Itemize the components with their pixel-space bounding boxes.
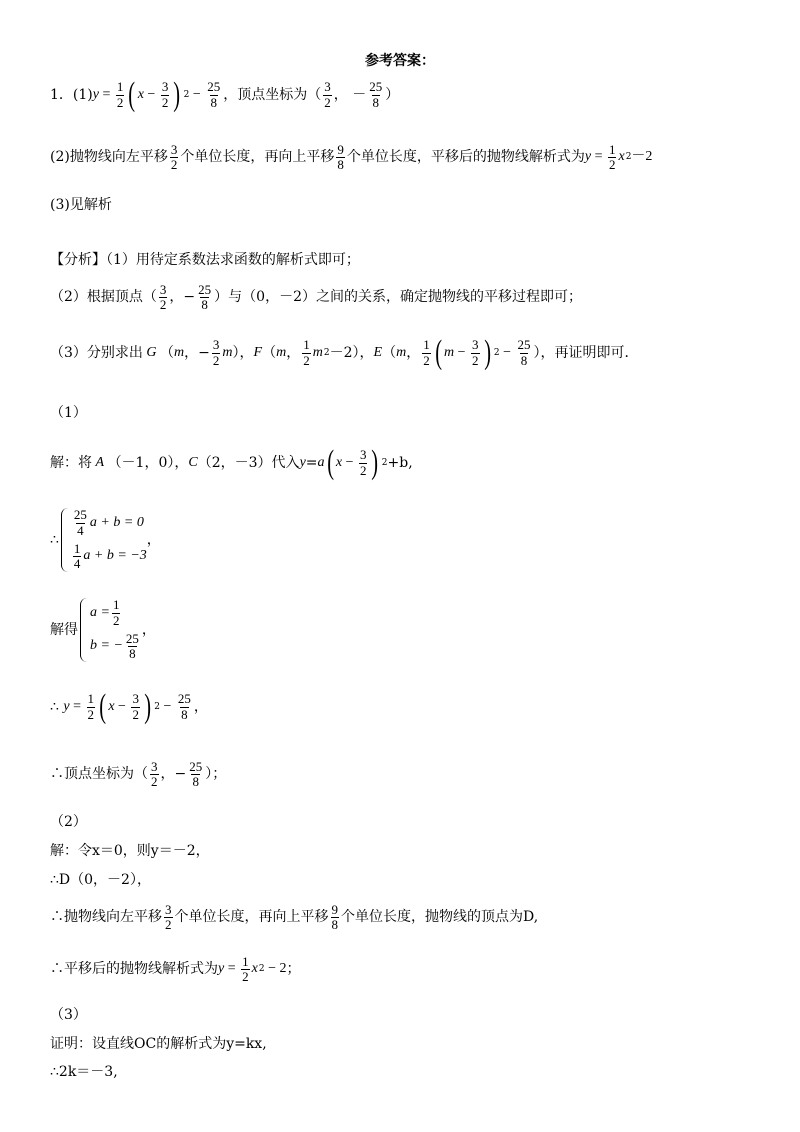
solution-1-expression: ∴ y = $\frac{1}{2}$ ( x − $\frac{3}{2}$ ) 2 − $\frac{25}{8}$ ，: [50, 688, 208, 725]
solution-3-line-1: 证明：设直线OC的解析式为y=kx,: [50, 1036, 267, 1052]
solution-1-vertex: ∴顶点坐标为（ $\frac{3}{2}$ ，− $\frac{25}{8}$ ）；: [50, 759, 227, 790]
solution-1-line-1: 解：将 A （－1，0）， C （2，－3）代入 y = a ( x − $\frac{3}{2}$ ) 2 +b,: [50, 444, 413, 481]
solution-2-line-3: ∴抛物线向左平移 $\frac{3}{2}$ 个单位长度，再向上平移 $\frac{9}{8}$ 个单位长度，抛物线的顶点为D,: [50, 902, 539, 933]
solution-1-heading: （1）: [50, 405, 87, 421]
solution-2-heading: （2）: [50, 814, 87, 830]
solution-3-heading: （3）: [50, 1007, 87, 1023]
q2-answer-line: (2)抛物线向左平移 $\frac{3}{2}$ 个单位长度，再向上平移 $\frac{9}{8}$ 个单位长度，平移后的抛物线解析式为 y = $\frac{1}{2}$ x 2 －2: [50, 142, 653, 173]
solution-2-line-1: 解：令x＝0，则y＝－2，: [50, 843, 210, 859]
analysis-line-1: 【分析】（1）用待定系数法求函数的解析式即可；: [50, 252, 360, 268]
analysis-line-3: （3）分别求出 G （ m ，− $\frac{3}{2}$ m ）， F （ m ， $\frac{1}{2}$ m 2 －2）， E （ m ， $\frac{1}{2}$ ( m − $\frac{3}{2}$ ) 2 − $\frac{25}{8}$ ），再证明即可．: [50, 334, 639, 371]
solution-3-line-2: ∴2k＝－3,: [50, 1064, 118, 1080]
q3-answer-line: (3)见解析: [50, 197, 112, 213]
solution-2-line-4: ∴平移后的抛物线解析式为 y = $\frac{1}{2}$ x 2 − 2 ；: [50, 954, 301, 985]
solution-2-line-2: ∴D（0，－2），: [50, 872, 151, 888]
equation-system-1: ∴ $\frac{25}{4}$ a + b = 0 $\frac{1}{4}$ a + b = −3 ，: [50, 507, 161, 572]
q1-answer-line: 1．(1) y = $\frac{1}{2}$ ( x − $\frac{3}{2}$ ) 2 − $\frac{25}{8}$ ，顶点坐标为（ $\frac{3}{2}$ ， － $\frac{25}{8}$ ）: [50, 76, 400, 113]
page-title: 参考答案：: [365, 53, 435, 69]
equation-system-solution: 解得 a = $\frac{1}{2}$ b = − $\frac{25}{8}$ ，: [50, 597, 156, 662]
analysis-line-2: （2）根据顶点（ $\frac{3}{2}$ ，− $\frac{25}{8}$ ）与（0，－2）之间的关系，确定抛物线的平移过程即可；: [50, 282, 582, 313]
